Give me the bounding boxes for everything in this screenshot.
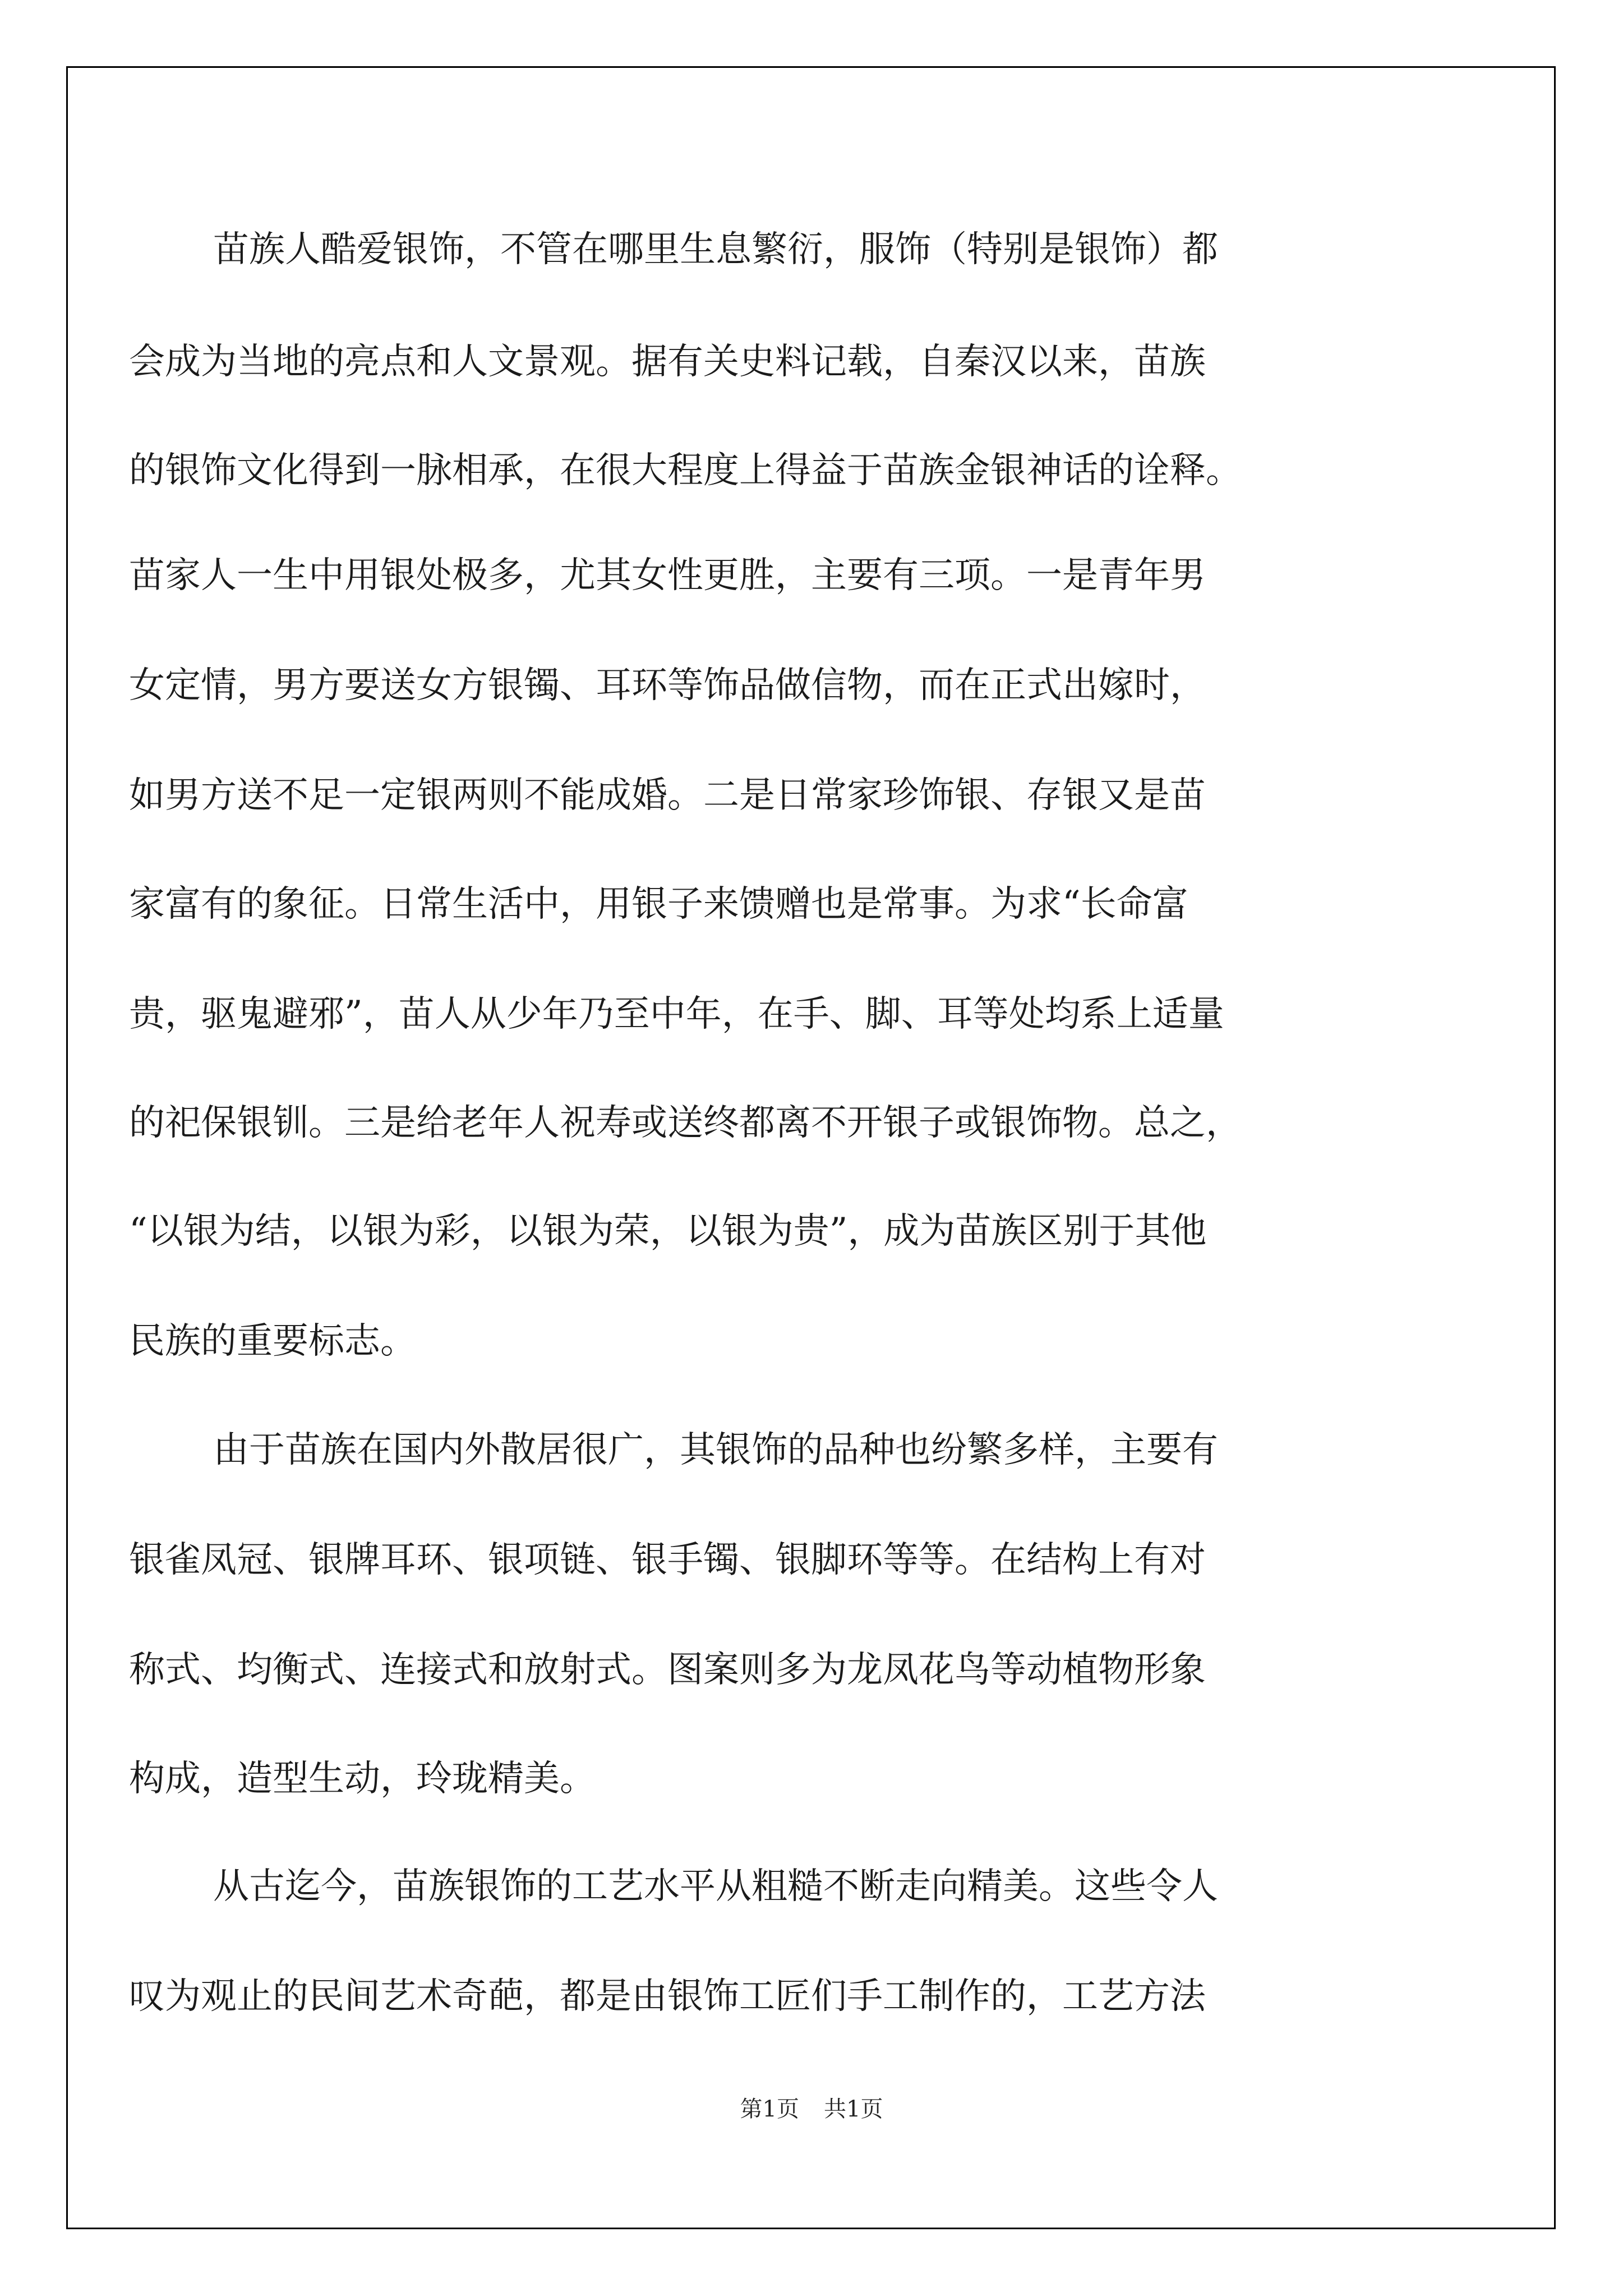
paragraph-2-line-4: 构成，造型生动，玲珑精美。 xyxy=(129,1758,596,1800)
paragraph-1-line-10: “以银为结，以银为彩，以银为荣，以银为贵”，成为苗族区别于其他 xyxy=(129,1211,1207,1252)
paragraph-1-line-5: 女定情，男方要送女方银镯、耳环等饰品做信物，而在正式出嫁时， xyxy=(129,665,1206,706)
page-number-total: 共1页 xyxy=(824,2096,883,2122)
page-number-current: 第1页 xyxy=(740,2096,799,2122)
paragraph-1-line-8: 贵，驱鬼避邪”，苗人从少年乃至中年，在手、脚、耳等处均系上适量 xyxy=(129,993,1224,1035)
paragraph-2-line-2: 银雀凤冠、银牌耳环、银项链、银手镯、银脚环等等。在结构上有对 xyxy=(129,1539,1206,1581)
paragraph-1-line-4: 苗家人一生中用银处极多，尤其女性更胜，主要有三项。一是青年男 xyxy=(129,555,1206,596)
page-footer xyxy=(0,2091,1623,2123)
paragraph-2-line-1: 由于苗族在国内外散居很广，其银饰的品种也纷繁多样，主要有 xyxy=(213,1429,1218,1471)
paragraph-1-line-9: 的祀保银钏。三是给老年人祝寿或送终都离不开银子或银饰物。总之， xyxy=(129,1102,1242,1144)
paragraph-1-line-1: 苗族人酷爱银饰，不管在哪里生息繁衍，服饰（特别是银饰）都 xyxy=(213,229,1218,270)
paragraph-1-line-6: 如男方送不足一定银两则不能成婚。二是日常家珍饰银、存银又是苗 xyxy=(129,775,1206,816)
paragraph-1-line-2: 会成为当地的亮点和人文景观。据有关史料记载，自秦汉以来，苗族 xyxy=(129,341,1206,383)
paragraph-3-line-1: 从古迄今，苗族银饰的工艺水平从粗糙不断走向精美。这些令人 xyxy=(213,1866,1218,1907)
paragraph-2-line-3: 称式、均衡式、连接式和放射式。图案则多为龙凤花鸟等动植物形象 xyxy=(129,1649,1206,1691)
paragraph-3-line-2: 叹为观止的民间艺术奇葩，都是由银饰工匠们手工制作的，工艺方法 xyxy=(129,1976,1206,2017)
paragraph-1-line-7: 家富有的象征。日常生活中，用银子来馈赠也是常事。为求“长命富 xyxy=(129,884,1188,925)
paragraph-1-line-3: 的银饰文化得到一脉相承，在很大程度上得益于苗族金银神话的诠释。 xyxy=(129,450,1242,491)
paragraph-1-line-11: 民族的重要标志。 xyxy=(129,1320,416,1362)
